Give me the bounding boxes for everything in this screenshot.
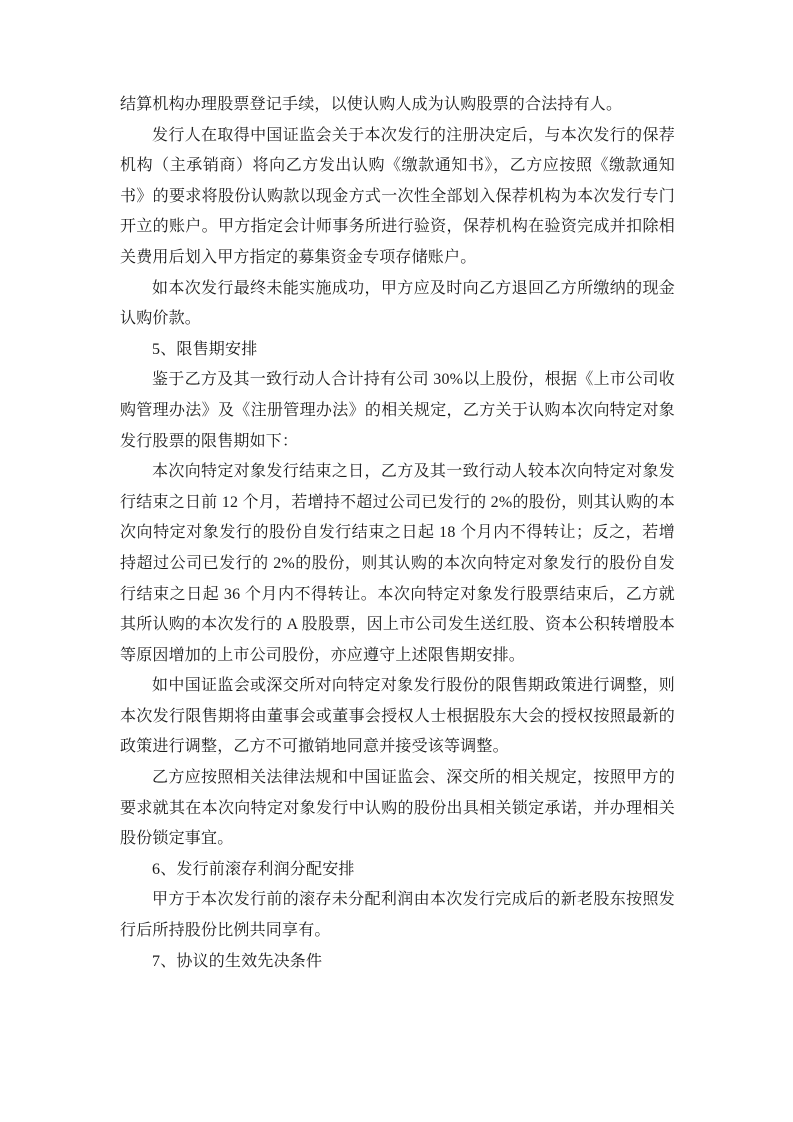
paragraph-policy-adjustment: 如中国证监会或深交所对向特定对象发行股份的限售期政策进行调整，则本次发行限售期将由董事会或董事会授权人士根据股东大会的授权按照最新的政策进行调整，乙方不可撤销地同意并接受该等调整。 [120, 677, 675, 756]
paragraph-settlement-registration: 结算机构办理股票登记手续，以使认购人成为认购股票的合法持有人。 [120, 96, 623, 113]
section-heading-5-lockup: 5、限售期安排 [152, 340, 258, 358]
paragraph-lockup-commitment: 乙方应按照相关法律法规和中国证监会、深交所的相关规定，按照甲方的要求就其在本次向特定对象发行中认购的股份出具相关锁定承诺，并办理相关股份锁定事宜。 [120, 769, 675, 848]
paragraph-payment-notice: 发行人在取得中国证监会关于本次发行的注册决定后，与本次发行的保荐机构（主承销商）将向乙方发出认购《缴款通知书》，乙方应按照《缴款通知书》的要求将股份认购款以现金方式一次性全部划入保荐机构为本次发行专门开立的账户。甲方指定会计师事务所进行验资，保荐机构在验资完成并扣除相关费用后划入甲方指定的募集资金专项存储账户。 [120, 126, 675, 266]
paragraph-lockup-basis: 鉴于乙方及其一致行动人合计持有公司 30%以上股份，根据《上市公司收购管理办法》及《注册管理办法》的相关规定，乙方关于认购本次向特定对象发行股票的限售期如下： [120, 371, 675, 450]
paragraph-refund-on-failure: 如本次发行最终未能实施成功，甲方应及时向乙方退回乙方所缴纳的现金认购价款。 [120, 279, 675, 328]
paragraph-retained-profit: 甲方于本次发行前的滚存未分配利润由本次发行完成后的新老股东按照发行后所持股份比例共同享有。 [120, 891, 675, 940]
document-text-block [120, 90, 675, 977]
section-heading-7-conditions: 7、协议的生效先决条件 [152, 952, 323, 970]
paragraph-lockup-terms: 本次向特定对象发行结束之日，乙方及其一致行动人较本次向特定对象发行结束之日前 12 个月，若增持不超过公司已发行的 2%的股份，则其认购的本次向特定对象发行的股份自发行结束之日起 18 个月内不得转让；反之，若增持超过公司已发行的 2%的股份，则其认购的本次向特定对象发行的股份自发行结束之日起 36 个月内不得转让。本次向特定对象发行股票结束后，乙方就其所认购的本次发行的 A 股股票，因上市公司发生送红股、资本公积转增股本等原因增加的上市公司股份，亦应遵守上述限售期安排。 [120, 463, 675, 664]
section-heading-6-profit: 6、发行前滚存利润分配安排 [152, 860, 355, 878]
